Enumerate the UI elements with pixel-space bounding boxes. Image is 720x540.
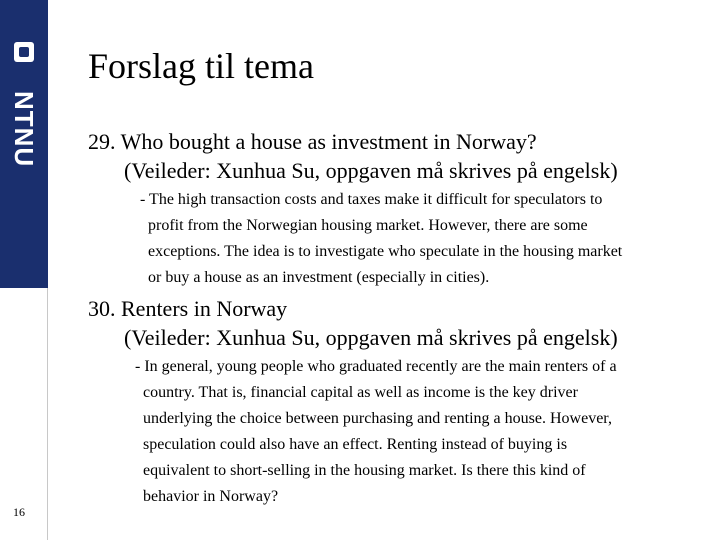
item-29-heading: 29. Who bought a house as investment in Norway? (88, 129, 537, 154)
item-30-detail-line: equivalent to short-selling in the housing market. Is there this kind of (143, 462, 586, 479)
ntnu-logo-mark-icon (14, 42, 34, 62)
item-29-detail-line: profit from the Norwegian housing market. However, there are some (148, 217, 588, 234)
item-29-detail-line: exceptions. The idea is to investigate who speculate in the housing market (148, 243, 623, 260)
item-30-detail-line: speculation could also have an effect. Renting instead of buying is (143, 436, 568, 453)
item-30-heading: 30. Renters in Norway (88, 296, 288, 321)
page-number: 16 (13, 505, 25, 519)
item-30-detail-line: behavior in Norway? (143, 488, 279, 505)
item-30-detail-line: underlying the choice between purchasing and renting a house. However, (143, 410, 612, 427)
item-30-detail-line: country. That is, financial capital as well as income is the key driver (143, 384, 578, 401)
item-30-detail-line: - In general, young people who graduated recently are the main renters of a (135, 358, 617, 375)
logo-text: NTNU (9, 90, 39, 168)
item-29-detail-line: or buy a house as an investment (especially in cities). (148, 269, 490, 286)
item-30-subheading: (Veileder: Xunhua Su, oppgaven må skrives på engelsk) (124, 325, 618, 350)
slide-title: Forslag til tema (88, 46, 314, 86)
sidebar (0, 0, 48, 540)
item-29-subheading: (Veileder: Xunhua Su, oppgaven må skrives på engelsk) (124, 158, 618, 183)
ntnu-logo (0, 0, 48, 288)
item-29-detail-line: - The high transaction costs and taxes make it difficult for speculators to (140, 191, 603, 208)
